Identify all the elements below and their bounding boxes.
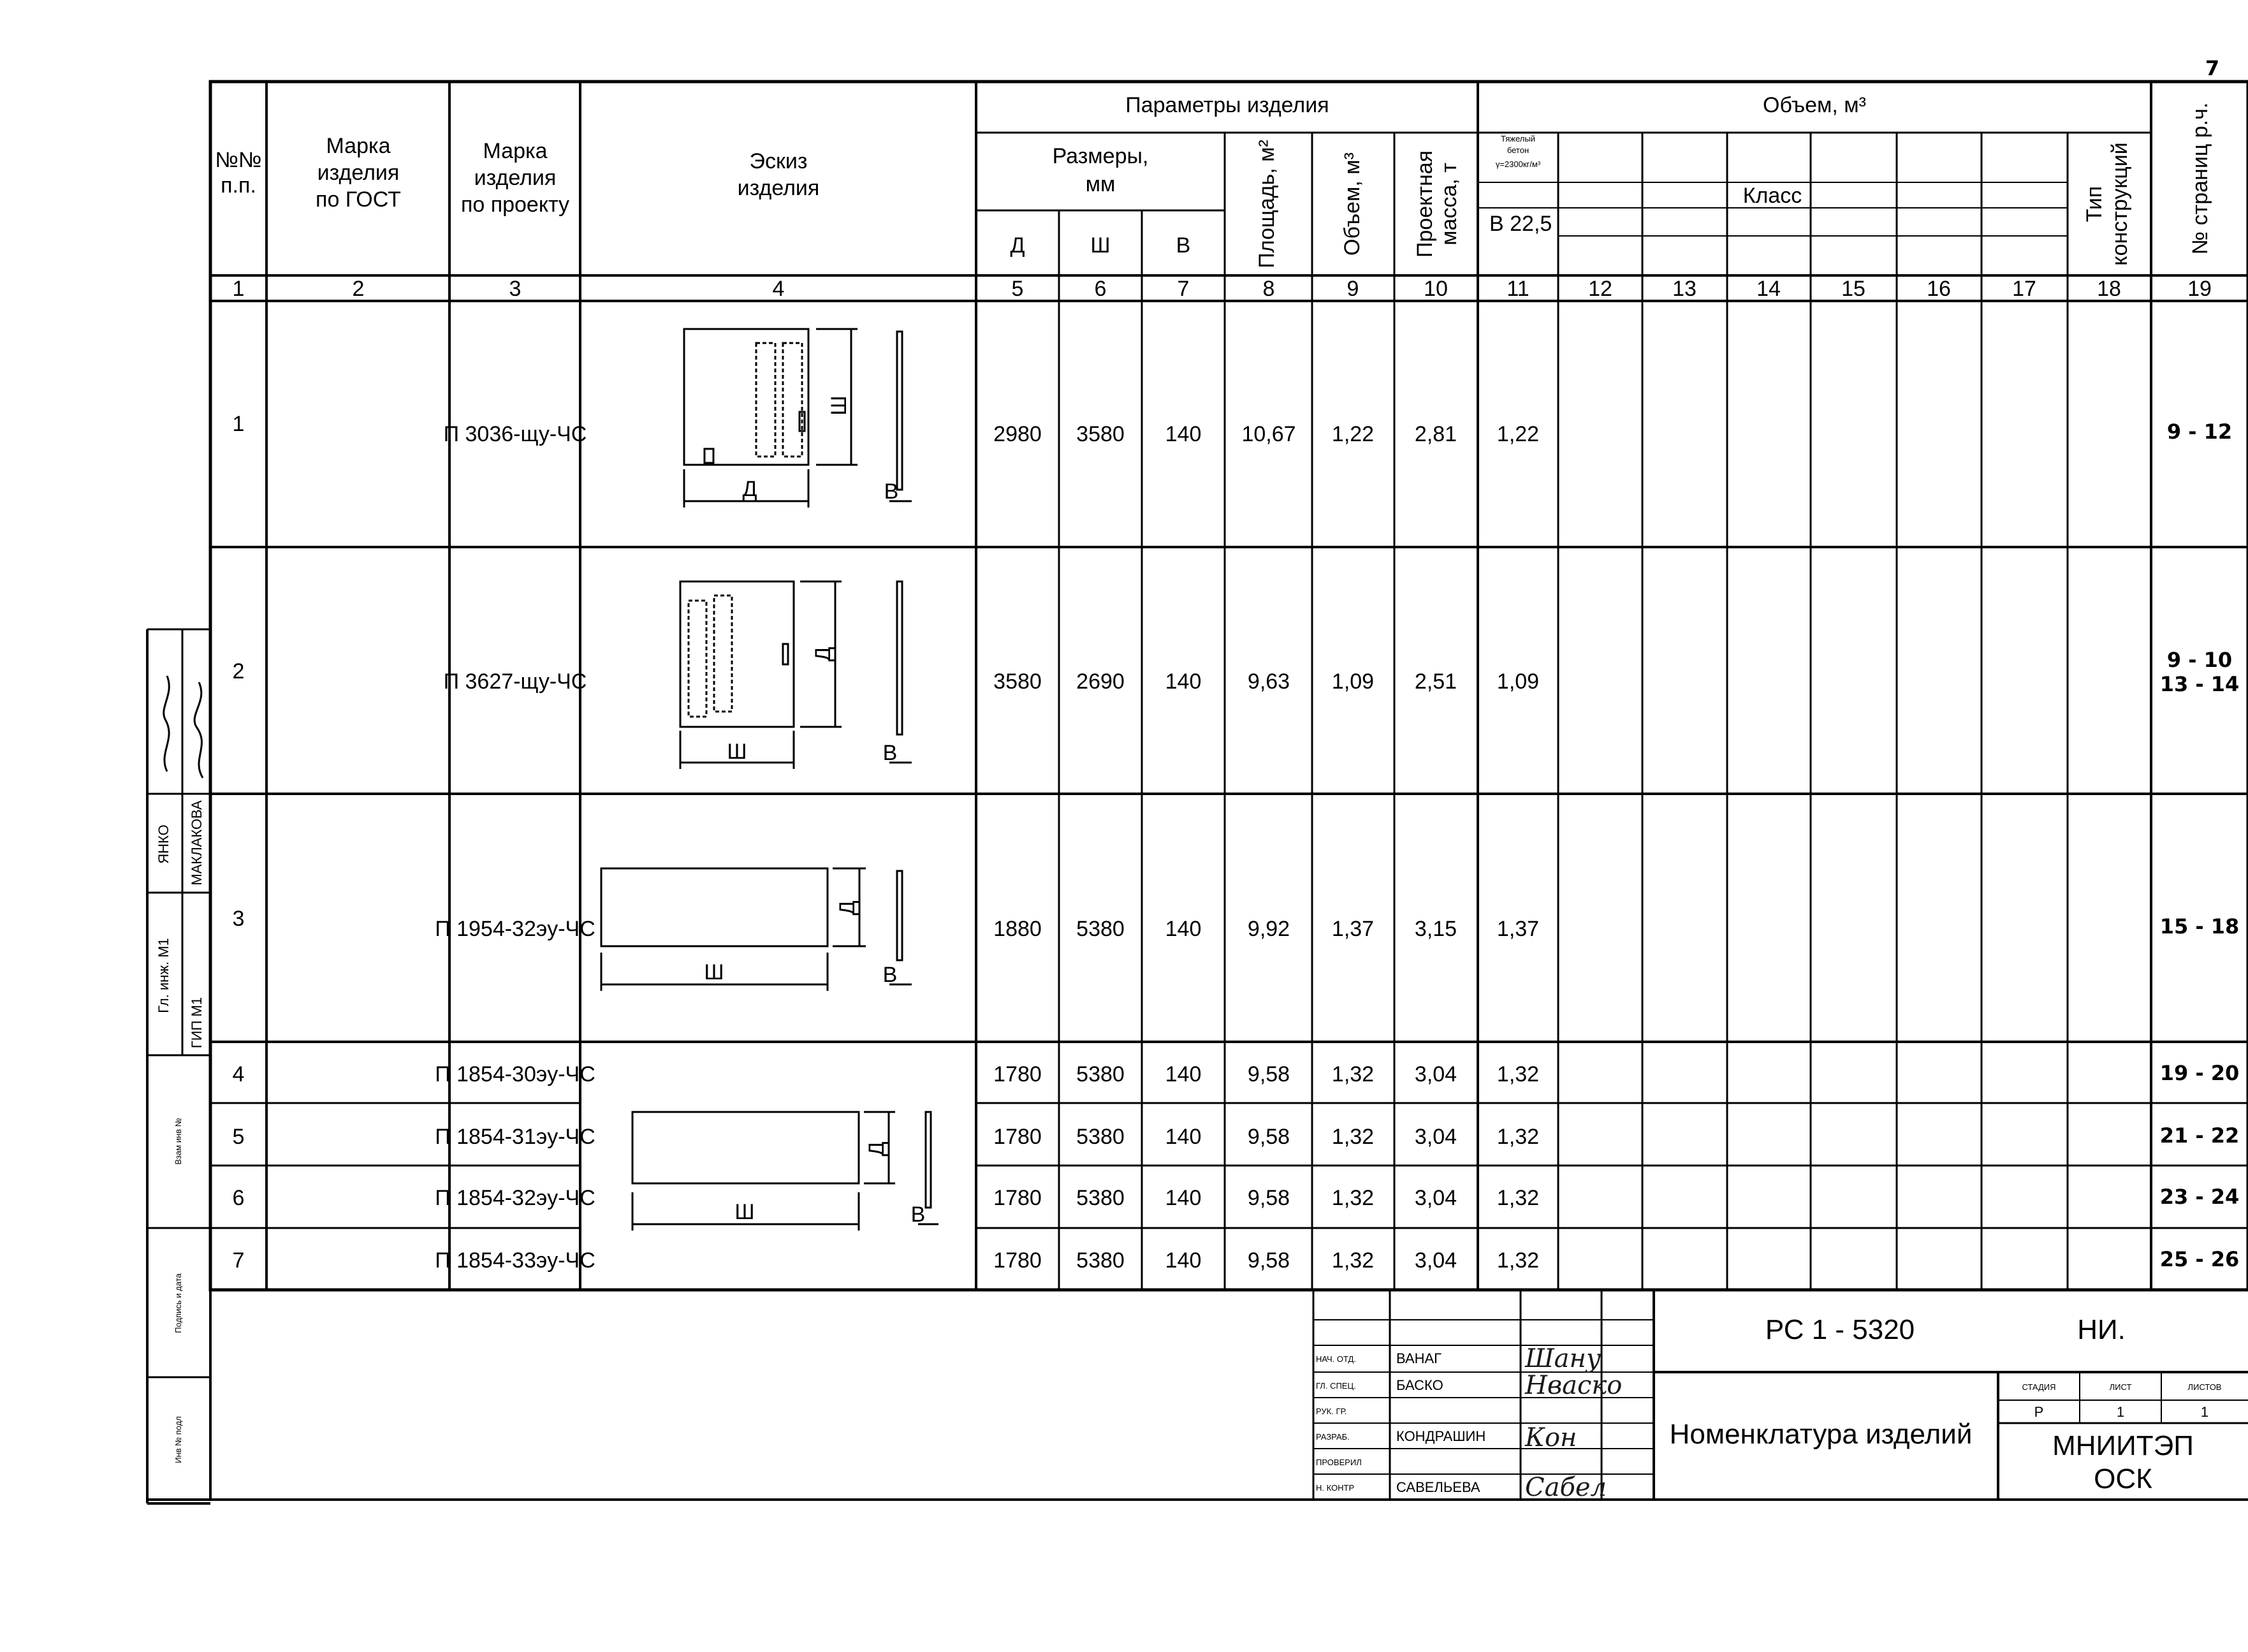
colnum: 15 bbox=[1841, 277, 1865, 301]
sketch-label-v: В bbox=[882, 963, 898, 987]
margin-field-3: Инв № подл bbox=[173, 1416, 183, 1463]
row-number: 3 bbox=[232, 907, 245, 931]
colnum: 5 bbox=[1011, 277, 1024, 301]
sheet-value: 1 bbox=[2116, 1404, 2125, 1420]
cell-mass: 3,04 bbox=[1414, 1186, 1457, 1210]
staff-role: НАЧ. ОТД. bbox=[1316, 1354, 1356, 1364]
cell-pages: 9 - 10 bbox=[2166, 648, 2233, 672]
colnum: 19 bbox=[2187, 277, 2212, 301]
staff-name: ВАНАГ bbox=[1396, 1350, 1442, 1366]
colnum: 12 bbox=[1588, 277, 1612, 301]
staff-role: ПРОВЕРИЛ bbox=[1316, 1458, 1362, 1467]
product-mark: П 1954-32эу-ЧС bbox=[435, 917, 595, 941]
cell-volume: 1,32 bbox=[1331, 1125, 1375, 1149]
stage-label: СТАДИЯ bbox=[2022, 1382, 2056, 1392]
colnum: 17 bbox=[2012, 277, 2036, 301]
doc-suffix: НИ. bbox=[2077, 1314, 2126, 1345]
cell-mass: 3,04 bbox=[1414, 1062, 1457, 1086]
cell-v: 140 bbox=[1165, 1062, 1202, 1086]
staff-role: РУК. ГР. bbox=[1316, 1407, 1347, 1416]
cell-pages: 19 - 20 bbox=[2159, 1061, 2240, 1085]
header-type-2: конструкций bbox=[2108, 142, 2132, 266]
left-margin-stamp bbox=[147, 629, 210, 1503]
sketch-label-d: Д bbox=[811, 647, 835, 662]
product-mark: П 1854-31эу-ЧС bbox=[435, 1125, 595, 1149]
sheets-value: 1 bbox=[2200, 1404, 2209, 1420]
colnum: 1 bbox=[232, 277, 245, 301]
header-sizes-1: Размеры, bbox=[1052, 144, 1149, 168]
cell-area: 9,58 bbox=[1247, 1125, 1290, 1149]
sketch-label-sh: Ш bbox=[727, 740, 747, 764]
header-proj-3: по проекту bbox=[460, 193, 570, 217]
org-name: МНИИТЭП bbox=[2052, 1430, 2194, 1461]
sheet-label: ЛИСТ bbox=[2109, 1382, 2132, 1392]
colnum: 14 bbox=[1756, 277, 1781, 301]
cell-sh: 5380 bbox=[1076, 1125, 1125, 1149]
cell-area: 9,92 bbox=[1247, 917, 1290, 941]
cell-area: 9,58 bbox=[1247, 1248, 1290, 1273]
margin-role-2: ГИП М1 bbox=[189, 997, 205, 1049]
product-mark: П 1854-30эу-ЧС bbox=[435, 1062, 595, 1086]
cell-mass: 3,04 bbox=[1414, 1248, 1457, 1273]
header-class-b225: В 22,5 bbox=[1489, 212, 1552, 236]
sheets-label: ЛИСТОВ bbox=[2187, 1382, 2222, 1392]
table-row bbox=[233, 907, 2240, 941]
cell-b225: 1,32 bbox=[1496, 1125, 1540, 1149]
staff-signature: Кон bbox=[1525, 1423, 1577, 1452]
sketch-label-d: Д bbox=[865, 1141, 889, 1157]
colnum: 3 bbox=[509, 277, 522, 301]
header-num-1: №№ bbox=[215, 148, 262, 172]
table-row bbox=[233, 1247, 2240, 1273]
header-sketch-1: Эскиз bbox=[749, 149, 808, 173]
header-proj-2: изделия bbox=[474, 166, 557, 190]
staff-name: САВЕЛЬЕВА bbox=[1396, 1479, 1480, 1495]
sketch-panel-1 bbox=[684, 329, 912, 508]
cell-v: 140 bbox=[1165, 1125, 1202, 1149]
cell-pages: 9 - 12 bbox=[2166, 420, 2233, 444]
header-gost-2: изделия bbox=[317, 161, 400, 185]
table-row bbox=[233, 648, 2240, 696]
margin-field-1: Взам инв № bbox=[173, 1118, 183, 1165]
sketch-label-sh: Ш bbox=[734, 1200, 755, 1224]
header-area: Площадь, м² bbox=[1255, 140, 1279, 268]
header-dim-sh: Ш bbox=[1090, 233, 1111, 258]
header-volume-group: Объем, м³ bbox=[1763, 93, 1866, 117]
cell-sh: 5380 bbox=[1076, 1186, 1125, 1210]
cell-b225: 1,09 bbox=[1496, 669, 1540, 694]
cell-d: 1780 bbox=[993, 1248, 1042, 1273]
sketch-label-v: В bbox=[882, 741, 898, 765]
margin-signature-1 bbox=[164, 676, 169, 771]
row-number: 6 bbox=[232, 1186, 245, 1210]
header-dim-v: В bbox=[1176, 233, 1191, 258]
cell-b225: 1,22 bbox=[1496, 422, 1540, 446]
concrete-note-2: бетон bbox=[1507, 145, 1529, 155]
header-mass-1: Проектная bbox=[1413, 150, 1437, 258]
staff-role: Н. КОНТР bbox=[1316, 1483, 1355, 1493]
cell-mass: 3,15 bbox=[1414, 917, 1457, 941]
margin-signature-2 bbox=[194, 682, 203, 778]
cell-sh: 5380 bbox=[1076, 1248, 1125, 1273]
row-number: 7 bbox=[232, 1248, 245, 1273]
cell-sh: 3580 bbox=[1076, 422, 1125, 446]
cell-d: 1780 bbox=[993, 1125, 1042, 1149]
sketch-label-d: Д bbox=[742, 477, 757, 501]
staff-role: РАЗРАБ. bbox=[1316, 1432, 1350, 1442]
staff-signature: Нваско bbox=[1525, 1371, 1623, 1400]
cell-v: 140 bbox=[1165, 917, 1202, 941]
header-gost-1: Марка bbox=[326, 134, 391, 158]
cell-pages: 25 - 26 bbox=[2159, 1247, 2240, 1271]
cell-d: 3580 bbox=[993, 669, 1042, 694]
doc-title: Номенклатура изделий bbox=[1669, 1419, 1973, 1450]
cell-area: 9,58 bbox=[1247, 1062, 1290, 1086]
cell-area: 9,58 bbox=[1247, 1186, 1290, 1210]
cell-volume: 1,22 bbox=[1331, 422, 1375, 446]
margin-name-2: МАКЛАКОВА bbox=[189, 800, 205, 886]
cell-volume: 1,32 bbox=[1331, 1248, 1375, 1273]
colnum: 6 bbox=[1094, 277, 1107, 301]
colnum: 10 bbox=[1424, 277, 1448, 301]
sketch-panel-4 bbox=[632, 1112, 938, 1231]
corner-mark: 7 bbox=[2205, 56, 2220, 80]
sketch-label-sh: Ш bbox=[704, 960, 724, 984]
cell-b225: 1,32 bbox=[1496, 1186, 1540, 1210]
margin-field-2: Подпись и дата bbox=[173, 1273, 183, 1333]
row-number: 5 bbox=[232, 1125, 245, 1149]
colnum: 4 bbox=[772, 277, 785, 301]
colnum: 13 bbox=[1672, 277, 1697, 301]
header-mass-2: масса, т bbox=[1437, 163, 1461, 245]
sketch-label-sh: Ш bbox=[827, 395, 851, 416]
header-volume: Объем, м³ bbox=[1340, 152, 1364, 256]
row-number: 4 bbox=[232, 1062, 245, 1086]
staff-name: БАСКО bbox=[1396, 1377, 1443, 1393]
header-sketch-2: изделия bbox=[737, 176, 820, 200]
cell-sh: 5380 bbox=[1076, 1062, 1125, 1086]
cell-volume: 1,32 bbox=[1331, 1186, 1375, 1210]
staff-signature: Шану bbox=[1525, 1344, 1602, 1373]
table-header bbox=[215, 93, 2212, 268]
product-mark: П 1854-33эу-ЧС bbox=[435, 1248, 595, 1273]
cell-pages-2: 13 - 14 bbox=[2159, 672, 2240, 696]
product-mark: П 3036-щу-ЧС bbox=[443, 422, 587, 446]
cell-v: 140 bbox=[1165, 422, 1202, 446]
cell-b225: 1,37 bbox=[1496, 917, 1540, 941]
staff-signature: Сабел bbox=[1525, 1473, 1607, 1502]
cell-volume: 1,09 bbox=[1331, 669, 1375, 694]
cell-d: 1780 bbox=[993, 1186, 1042, 1210]
header-gost-3: по ГОСТ bbox=[316, 187, 401, 212]
sketch-label-d: Д bbox=[835, 900, 859, 916]
colnum: 16 bbox=[1927, 277, 1951, 301]
header-num-2: п.п. bbox=[221, 173, 256, 198]
cell-sh: 5380 bbox=[1076, 917, 1125, 941]
stage-value: Р bbox=[2034, 1404, 2044, 1420]
cell-pages: 21 - 22 bbox=[2159, 1123, 2240, 1148]
cell-mass: 3,04 bbox=[1414, 1125, 1457, 1149]
concrete-note-1: Тяжелый bbox=[1501, 134, 1535, 143]
doc-code: РС 1 - 5320 bbox=[1765, 1314, 1915, 1345]
cell-pages: 15 - 18 bbox=[2159, 914, 2240, 939]
cell-d: 1880 bbox=[993, 917, 1042, 941]
header-class: Класс bbox=[1742, 184, 1802, 208]
cell-d: 1780 bbox=[993, 1062, 1042, 1086]
header-proj-1: Марка bbox=[483, 139, 548, 163]
cell-v: 140 bbox=[1165, 669, 1202, 694]
concrete-note-3: γ=2300кг/м³ bbox=[1495, 159, 1541, 169]
header-type-1: Тип bbox=[2082, 186, 2106, 223]
colnum: 8 bbox=[1262, 277, 1275, 301]
cell-b225: 1,32 bbox=[1496, 1062, 1540, 1086]
cell-mass: 2,51 bbox=[1414, 669, 1457, 694]
sketch-label-v: В bbox=[884, 479, 899, 504]
cell-area: 9,63 bbox=[1247, 669, 1290, 694]
table-row bbox=[233, 1185, 2240, 1210]
column-numbers bbox=[233, 277, 2212, 301]
cell-volume: 1,32 bbox=[1331, 1062, 1375, 1086]
cell-pages: 23 - 24 bbox=[2159, 1185, 2240, 1209]
sketch-panel-3 bbox=[601, 868, 912, 991]
colnum: 11 bbox=[1507, 277, 1529, 301]
colnum: 2 bbox=[352, 277, 365, 301]
cell-area: 10,67 bbox=[1241, 422, 1296, 446]
product-mark: П 3627-щу-ЧС bbox=[443, 669, 587, 694]
table-row bbox=[233, 1123, 2240, 1149]
header-dim-d: Д bbox=[1010, 233, 1025, 258]
margin-role-1: Гл. инж. М1 bbox=[156, 938, 172, 1013]
header-params-group: Параметры изделия bbox=[1125, 93, 1329, 117]
table-row bbox=[233, 412, 2233, 446]
cell-v: 140 bbox=[1165, 1248, 1202, 1273]
colnum: 18 bbox=[2097, 277, 2121, 301]
colnum: 9 bbox=[1347, 277, 1359, 301]
colnum: 7 bbox=[1177, 277, 1190, 301]
staff-role: ГЛ. СПЕЦ. bbox=[1316, 1381, 1356, 1391]
sketch-label-v: В bbox=[910, 1202, 926, 1227]
staff-name: КОНДРАШИН bbox=[1396, 1428, 1486, 1444]
table-row bbox=[233, 1061, 2240, 1086]
cell-sh: 2690 bbox=[1076, 669, 1125, 694]
sketch-panel-2 bbox=[680, 581, 912, 769]
row-number: 2 bbox=[232, 659, 245, 683]
cell-v: 140 bbox=[1165, 1186, 1202, 1210]
margin-name-1: ЯНКО bbox=[156, 824, 172, 864]
cell-mass: 2,81 bbox=[1414, 422, 1457, 446]
cell-volume: 1,37 bbox=[1331, 917, 1375, 941]
header-sizes-2: мм bbox=[1085, 172, 1116, 196]
cell-b225: 1,32 bbox=[1496, 1248, 1540, 1273]
cell-d: 2980 bbox=[993, 422, 1042, 446]
row-number: 1 bbox=[232, 412, 245, 436]
header-pages: № страниц р.ч. bbox=[2188, 102, 2212, 255]
org-subname: ОСК bbox=[2094, 1463, 2152, 1495]
product-mark: П 1854-32эу-ЧС bbox=[435, 1186, 595, 1210]
